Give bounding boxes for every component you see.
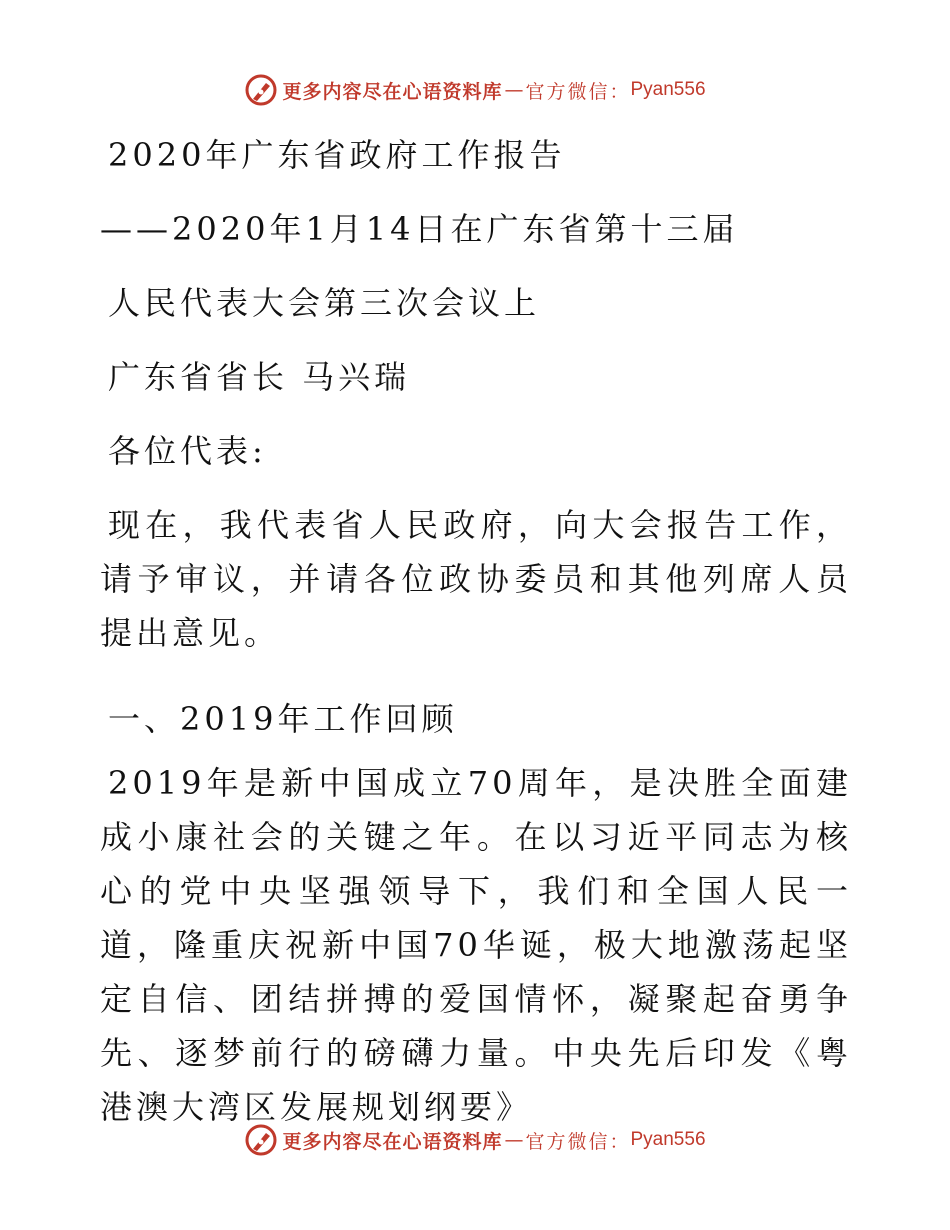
pen-seal-icon	[244, 73, 278, 107]
banner-wechat-label: 官方微信：	[525, 1130, 631, 1153]
footer-banner	[0, 1120, 950, 1160]
section-1-heading: 一、2019年工作回顾	[108, 700, 458, 738]
section-1-text: 2019年是新中国成立70周年，是决胜全面建成小康社会的关键之年。在以习近平同志为核心的党中央坚强领导下，我们和全国人民一道，隆重庆祝新中国70华诞，极大地激荡起坚定自信、团结拼搏的爱国情怀，凝聚起奋勇争先、逐梦前行的磅礴力量。中央先后印发《粤港澳大湾区发展规划纲要》	[100, 764, 852, 1126]
document-author: 广东省省长 马兴瑞	[108, 358, 411, 396]
banner-separator: —	[504, 1129, 524, 1151]
document-subtitle-line-1: ——2020年1月14日在广东省第十三届	[100, 210, 739, 248]
banner-wechat-label: 官方微信：	[525, 80, 631, 103]
section-1-paragraph	[100, 756, 852, 1134]
intro-paragraph	[100, 498, 852, 660]
document-title: 2020年广东省政府工作报告	[108, 136, 566, 174]
document-body	[100, 118, 852, 1134]
banner-separator: —	[504, 79, 524, 101]
intro-text: 现在，我代表省人民政府，向大会报告工作，请予审议，并请各位政协委员和其他列席人员提出意见。	[100, 506, 852, 652]
banner-text: 更多内容尽在心语资料库	[282, 80, 503, 103]
header-banner	[0, 70, 950, 110]
banner-wechat-id: Pyan556	[630, 1129, 706, 1150]
pen-seal-icon	[244, 1123, 278, 1157]
document-greeting: 各位代表:	[108, 432, 267, 470]
document-subtitle-line-2: 人民代表大会第三次会议上	[108, 284, 541, 322]
banner-wechat-id: Pyan556	[630, 79, 706, 100]
banner-text: 更多内容尽在心语资料库	[282, 1130, 503, 1153]
